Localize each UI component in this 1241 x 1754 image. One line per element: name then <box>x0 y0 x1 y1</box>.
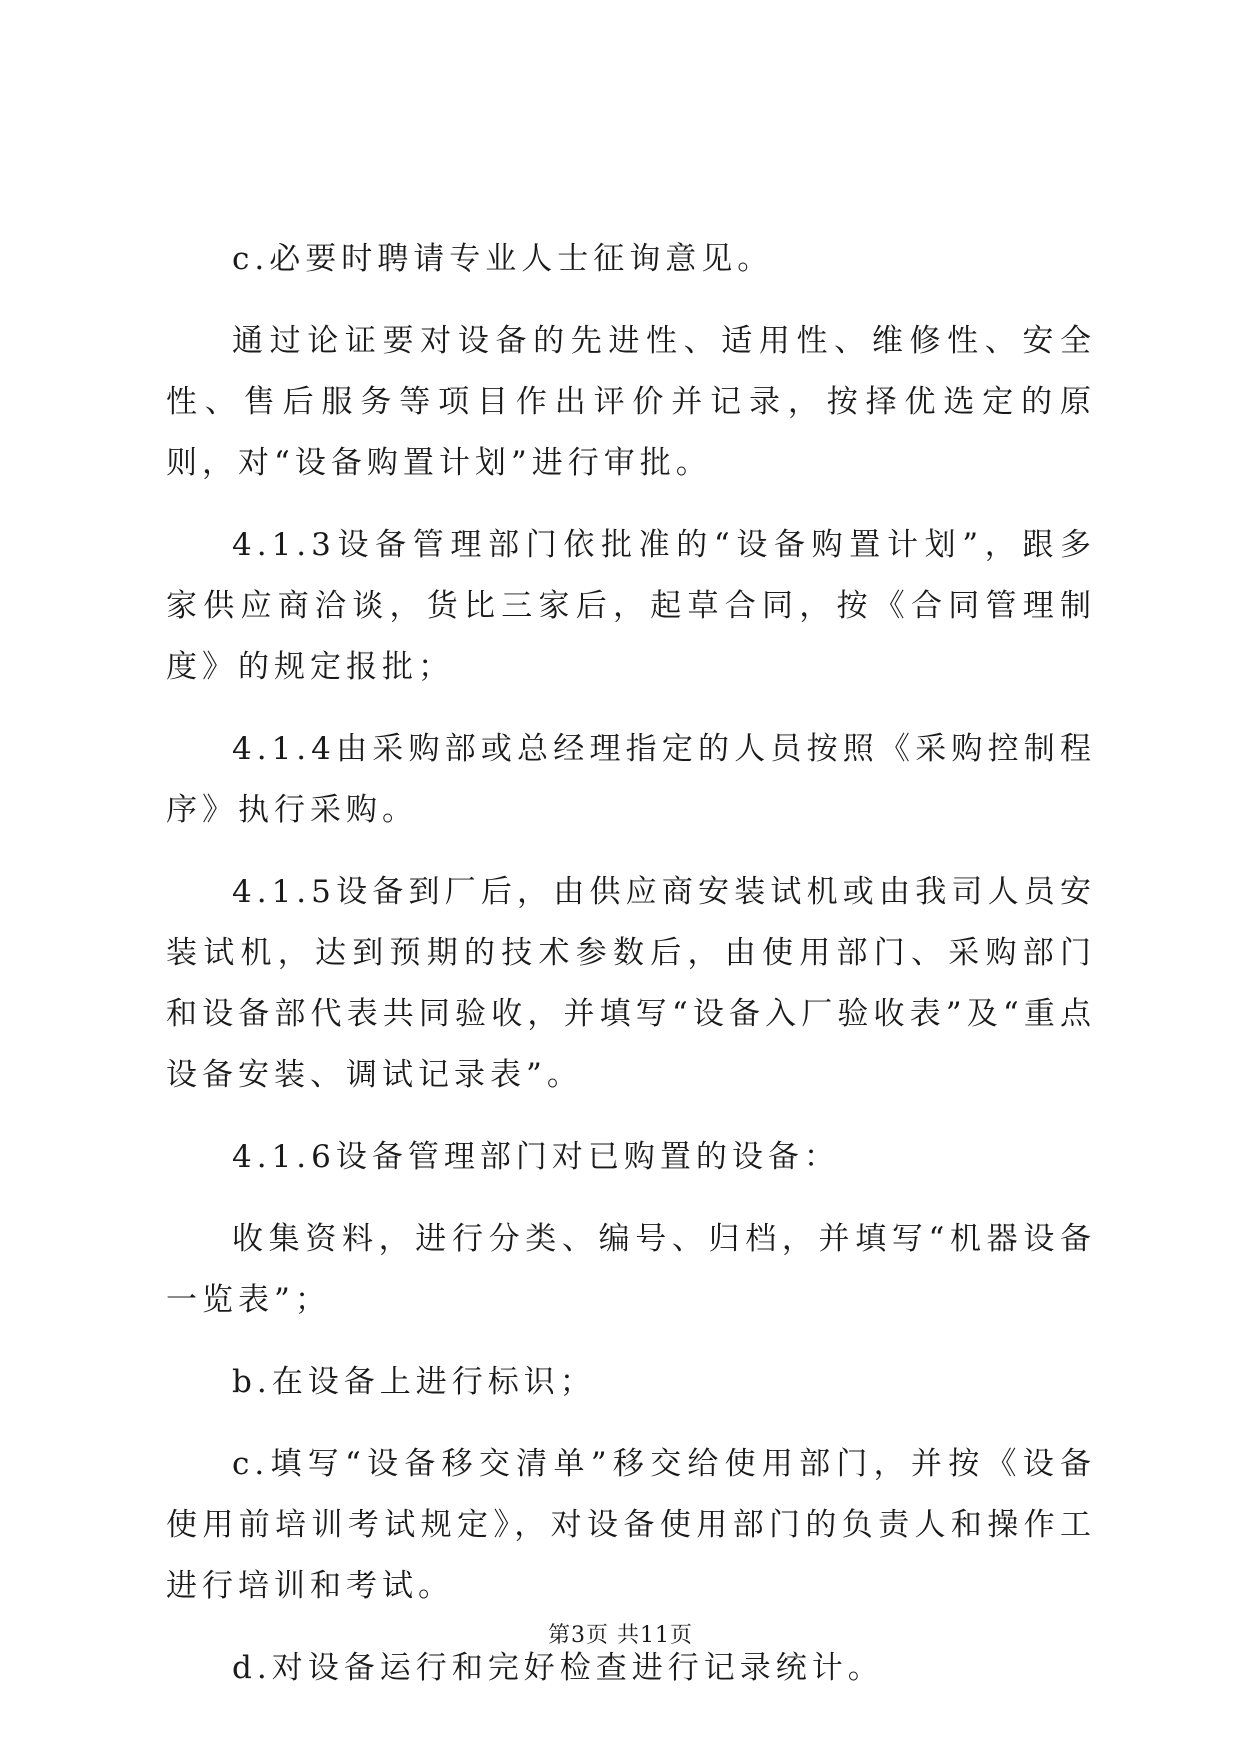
paragraph-c-expert-consult: c.必要时聘请专业人士征询意见。 <box>232 241 774 277</box>
paragraph-c-handover: c.填写“设备移交清单”移交给使用部门，并按《设备使用前培训考试规定》，对设备使用部门的负责人和操作工进行培训和考试。 <box>166 1446 1096 1604</box>
paragraph-d-records: d.对设备运行和完好检查进行记录统计。 <box>232 1650 884 1686</box>
paragraph-4-1-5: 4.1.5设备到厂后，由供应商安装试机或由我司人员安装试机，达到预期的技术参数后，由使用部门、采购部门和设备部代表共同验收，并填写“设备入厂验收表”及“重点设备安装、调试记录表”。 <box>166 874 1096 1093</box>
document-body <box>166 229 1096 1720</box>
paragraph-4-1-3: 4.1.3设备管理部门依批准的“设备购置计划”，跟多家供应商洽谈，货比三家后，起草合同，按《合同管理制度》的规定报批； <box>166 527 1096 685</box>
paragraph-4-1-6: 4.1.6设备管理部门对已购置的设备： <box>232 1139 840 1175</box>
paragraph-collect-data: 收集资料，进行分类、编号、归档，并填写“机器设备一览表”； <box>166 1221 1096 1318</box>
paragraph-b-labeling: b.在设备上进行标识； <box>232 1364 596 1400</box>
page-number: 第3页 共11页 <box>548 1623 693 1648</box>
paragraph-evaluation: 通过论证要对设备的先进性、适用性、维修性、安全性、售后服务等项目作出评价并记录，按择优选定的原则，对“设备购置计划”进行审批。 <box>166 323 1096 481</box>
paragraph-4-1-4: 4.1.4由采购部或总经理指定的人员按照《采购控制程序》执行采购。 <box>166 731 1096 828</box>
